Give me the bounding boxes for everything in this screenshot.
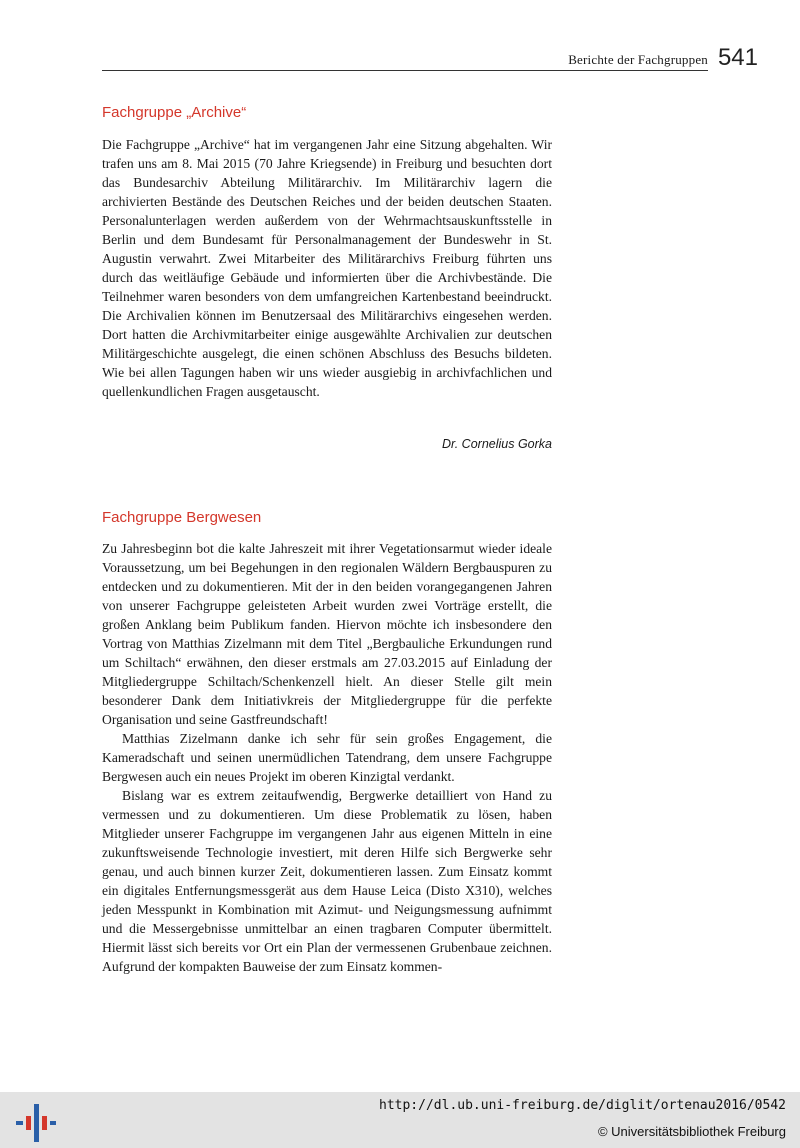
section-body-archive bbox=[102, 135, 552, 401]
section-body-bergwesen bbox=[102, 539, 552, 976]
page-number: 541 bbox=[717, 44, 758, 71]
section-heading-bergwesen: Fachgruppe Bergwesen bbox=[102, 509, 262, 526]
paragraph: Matthias Zizelmann danke ich sehr für sein großes Engagement, die Kameradschaft und seinen unermüdlichen Tatendrang, dem unsere Fachgruppe Bergwesen auch ein neues Projekt im oberen Kinzigtal verdankt. bbox=[102, 731, 552, 784]
paragraph: Die Fachgruppe „Archive“ hat im vergangenen Jahr eine Sitzung abgehalten. Wir trafen uns am 8. Mai 2015 (70 Jahre Kriegsende) in Freiburg und besuchten dort das Bundesarchiv Abteilung Militärarchiv. Im Militärarchiv lagern die archivierten Bestände des Deutschen Reiches und der beiden deutschen Staaten. Personalunterlagen werden außerdem von der Wehrmachtsauskunftsstelle in Berlin und dem Bundesamt für Personalmanagement der Bundeswehr in St. Augustin verwahrt. Zwei Mitarbeiter des Militärarchivs Freiburg führten uns durch das weitläufige Gebäude und informierten über die Archivbestände. Die Teilnehmer waren besonders von dem umfangreichen Kartenbestand beeindruckt. Die Archivalien können im Benutzersaal des Militärarchivs eingesehen werden. Dort hatten die Archivmitarbeiter einige ausgewählte Archivalien zur deutschen Militärgeschichte ausgelegt, die einen schönen Abschluss des Besuchs bildeten. Wie bei allen Tagungen haben wir uns wieder ausgiebig in archivfachlichen und quellenkundlichen Fragen ausgetauscht. bbox=[102, 137, 552, 399]
paragraph: Bislang war es extrem zeitaufwendig, Bergwerke detailliert von Hand zu vermessen und zu dokumentieren. Um diese Problematik zu lösen, haben Mitglieder unserer Fachgruppe im vergangenen Jahr aus eigenen Mitteln in eine zukunftsweisende Technologie investiert, mit deren Hilfe sich Bergwerke sehr genau, und auch binnen kurzer Zeit, dokumentieren lassen. Zum Einsatz kommt ein digitales Entfernungsmessgerät aus dem Hause Leica (Disto X310), welches jeden Messpunkt in Kombination mit Azimut- und Neigungsmessung aufnimmt und die Messergebnisse unmittelbar an einen tragbaren Computer übermittelt. Hiermit lässt sich bereits vor Ort ein Plan der vermessenen Grubenbaue zeichnen. Aufgrund der kompakten Bauweise der zum Einsatz kommen- bbox=[102, 788, 552, 974]
signature: Dr. Cornelius Gorka bbox=[442, 437, 552, 451]
footer-url-link[interactable]: http://dl.ub.uni-freiburg.de/diglit/ortenau2016/0542 bbox=[379, 1098, 786, 1113]
section-heading-archive: Fachgruppe „Archive“ bbox=[102, 104, 247, 121]
running-title: Berichte der Fachgruppen bbox=[568, 52, 708, 67]
footer-bar bbox=[0, 1092, 800, 1148]
footer-copyright: © Universitätsbibliothek Freiburg bbox=[597, 1124, 786, 1139]
library-logo-icon bbox=[16, 1102, 56, 1144]
running-head bbox=[102, 44, 758, 72]
header-rule bbox=[102, 70, 708, 71]
paragraph: Zu Jahresbeginn bot die kalte Jahreszeit mit ihrer Vegetationsarmut wieder ideale Voraussetzung, um bei Begehungen in den regionalen Wäldern Bergbauspuren zu entdecken und zu dokumentieren. Mit der in den beiden vorangegangenen Jahren von unserer Fachgruppe geleisteten Arbeit wurden zwei Vorträge erstellt, die großen Anklang beim Publikum fanden. Hiervon möchte ich insbesondere den Vortrag von Matthias Zizelmann mit dem Titel „Bergbauliche Erkundungen rund um Schiltach“ erwähnen, den dieser erstmals am 27.03.2015 auf Einladung der Mitgliedergruppe Schiltach/Schenkenzell hielt. An dieser Stelle gilt mein besonderer Dank dem Initiativkreis der Mitgliedergruppe für die perfekte Organisation und seine Gastfreundschaft! bbox=[102, 541, 552, 727]
